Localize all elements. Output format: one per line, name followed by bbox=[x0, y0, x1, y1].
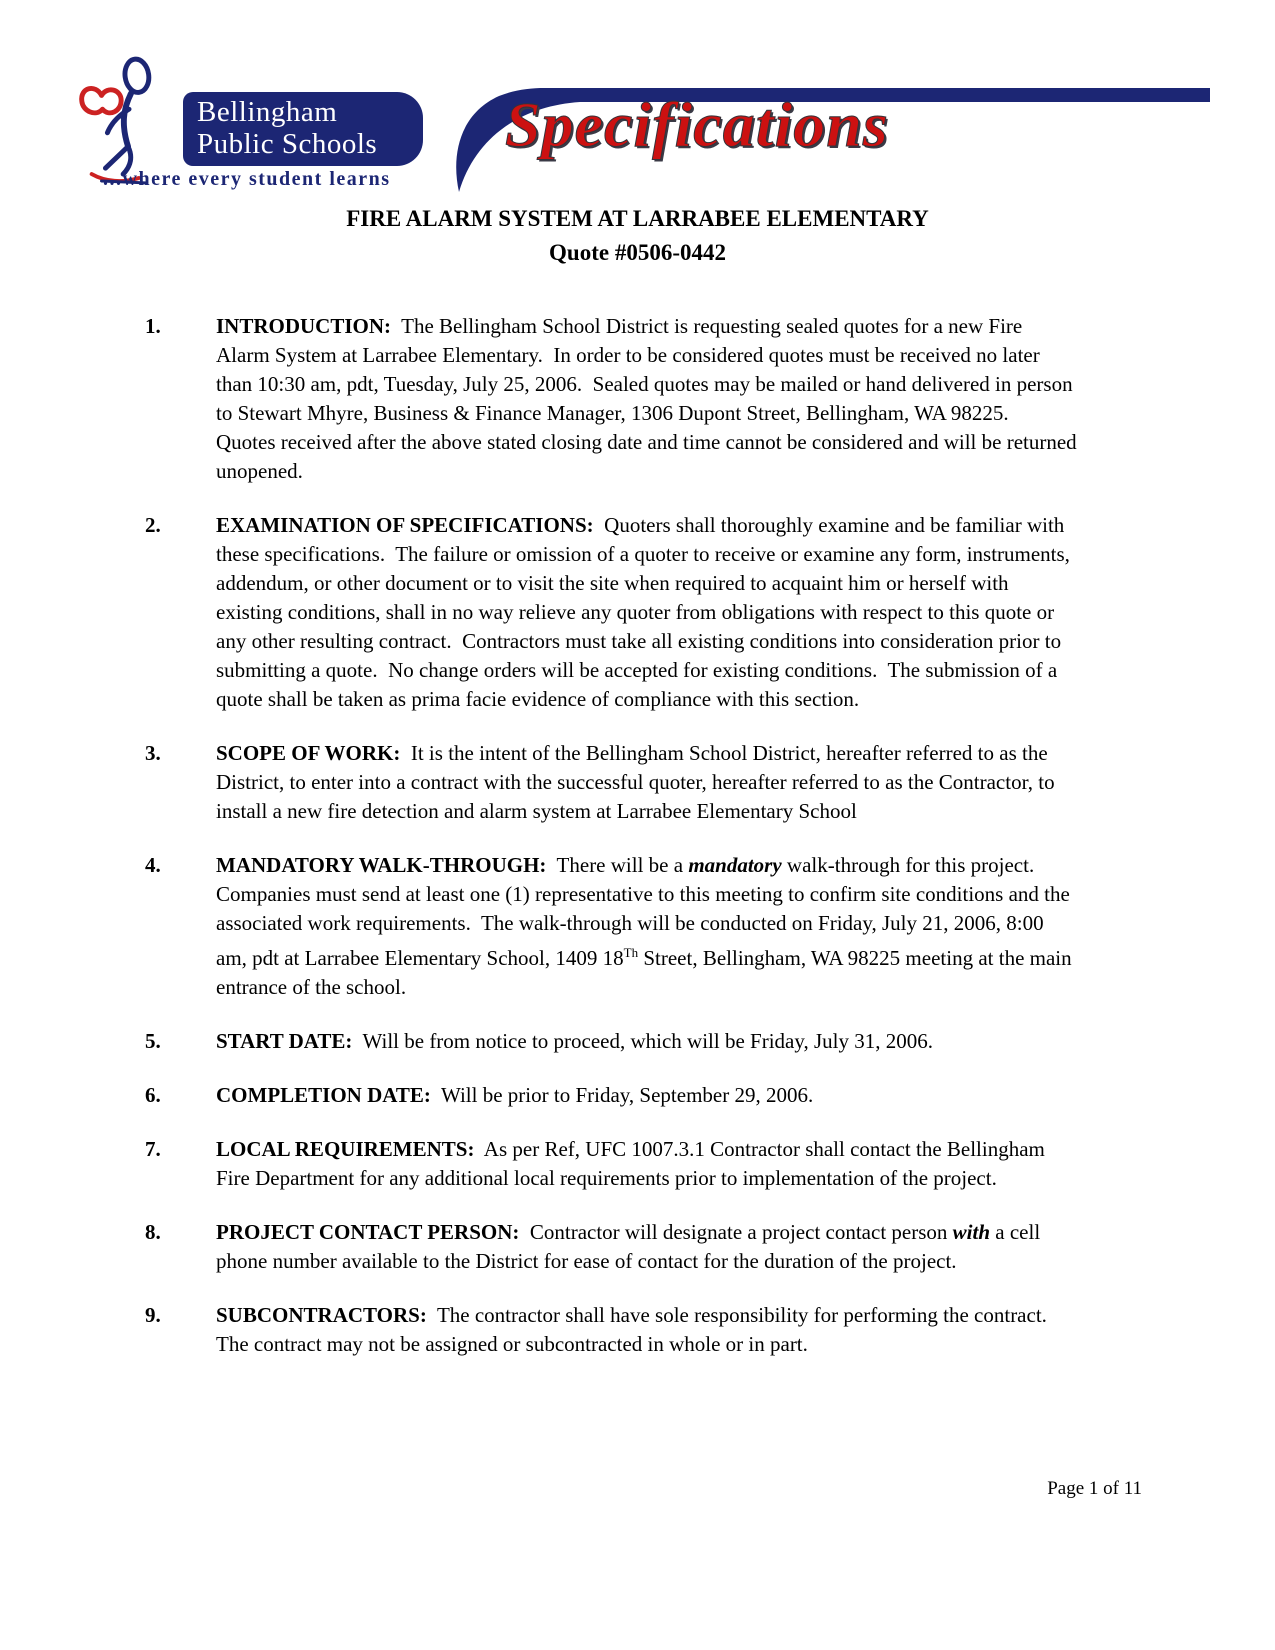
emphasized-text: mandatory bbox=[688, 853, 782, 877]
item-text bbox=[216, 1135, 1077, 1193]
spec-item-1 bbox=[145, 312, 1082, 486]
body-text: a cell phone number available to the District for ease of contact for the duration of the project. bbox=[216, 1220, 1046, 1273]
item-text bbox=[216, 739, 1077, 826]
item-number: 8. bbox=[145, 1220, 161, 1244]
superscript-text: Th bbox=[623, 945, 639, 960]
title-line1: FIRE ALARM SYSTEM AT LARRABEE ELEMENTARY bbox=[346, 206, 929, 231]
item-text bbox=[216, 511, 1077, 714]
item-text bbox=[216, 1027, 1077, 1056]
item-number: 7. bbox=[145, 1137, 161, 1161]
item-number: 5. bbox=[145, 1029, 161, 1053]
item-number: 6. bbox=[145, 1083, 161, 1107]
item-heading: PROJECT CONTACT PERSON: bbox=[216, 1220, 520, 1244]
item-number: 9. bbox=[145, 1303, 161, 1327]
body-text: The Bellingham School District is requesting sealed quotes for a new Fire Alarm System at Larrabee Elementary. In order to be considered quotes must be received no later than 10:30 am, pdt, Tuesday, July 25, 2006. Sealed quotes may be mailed or hand delivered in person to Stewart Mhyre, Business & Finance Manager, 1306 Dupont Street, Bellingham, WA 98225. Quotes received after the above stated closing date and time cannot be considered and will be returned unopened. bbox=[216, 314, 1082, 483]
item-heading: COMPLETION DATE: bbox=[216, 1083, 431, 1107]
item-text bbox=[216, 851, 1077, 1002]
spec-item-8 bbox=[145, 1218, 1077, 1276]
spec-item-9 bbox=[145, 1301, 1077, 1359]
body-text: walk-through for this project. Companies must send at least one (1) representative to this meeting to confirm site conditions and the associated work requirements. The walk-through will be conducted on Friday, July 21, 2006, 8:00 am, pdt at Larrabee Elementary School, 1409 18 bbox=[216, 853, 1076, 970]
item-heading: MANDATORY WALK-THROUGH: bbox=[216, 853, 547, 877]
spec-item-2 bbox=[145, 511, 1077, 714]
emphasized-text: with bbox=[952, 1220, 991, 1244]
page-number: Page 1 of 11 bbox=[1047, 1478, 1142, 1499]
item-heading: SUBCONTRACTORS: bbox=[216, 1303, 427, 1327]
item-number: 1. bbox=[145, 314, 161, 338]
item-text bbox=[216, 312, 1082, 486]
banner-title: Specifications bbox=[505, 89, 889, 160]
item-text bbox=[216, 1081, 1077, 1110]
title-line2: Quote #0506-0442 bbox=[549, 240, 726, 265]
body-text: As per Ref, UFC 1007.3.1 Contractor shall contact the Bellingham Fire Department for any additional local requirements prior to implementation of the project. bbox=[216, 1137, 1051, 1190]
spec-item-3 bbox=[145, 739, 1077, 826]
document-title bbox=[0, 202, 1275, 270]
item-heading: EXAMINATION OF SPECIFICATIONS: bbox=[216, 513, 594, 537]
body-text: The contractor shall have sole responsibility for performing the contract. The contract may not be assigned or subcontracted in whole or in part. bbox=[216, 1303, 1058, 1356]
item-number: 3. bbox=[145, 741, 161, 765]
body-text: Contractor will designate a project contact person bbox=[519, 1220, 953, 1244]
item-text bbox=[216, 1301, 1077, 1359]
item-number: 4. bbox=[145, 853, 161, 877]
body-text: Quoters shall thoroughly examine and be familiar with these specifications. The failure or omission of a quoter to receive or examine any form, instruments, addendum, or other document or to visit the site when required to acquaint him or herself with existing conditions, shall in no way relieve any quoter from obligations with respect to this quote or any other resulting contract. Contractors must take all existing conditions into consideration prior to submitting a quote. No change orders will be accepted for existing conditions. The submission of a quote shall be taken as prima facie evidence of compliance with this section. bbox=[216, 513, 1076, 711]
body-text: Will be prior to Friday, September 29, 2006. bbox=[430, 1083, 814, 1107]
item-heading: LOCAL REQUIREMENTS: bbox=[216, 1137, 475, 1161]
body-text: It is the intent of the Bellingham School District, hereafter referred to as the District, to enter into a contract with the successful quoter, hereafter referred to as the Contractor, to install a new fire detection and alarm system at Larrabee Elementary School bbox=[216, 741, 1060, 823]
spec-item-5 bbox=[145, 1027, 1077, 1056]
item-heading: START DATE: bbox=[216, 1029, 353, 1053]
item-heading: INTRODUCTION: bbox=[216, 314, 392, 338]
body-text: There will be a bbox=[546, 853, 689, 877]
district-tagline: ...where every student learns bbox=[103, 168, 391, 190]
spec-item-6 bbox=[145, 1081, 1077, 1110]
item-heading: SCOPE OF WORK: bbox=[216, 741, 401, 765]
spec-item-4 bbox=[145, 851, 1077, 1002]
item-text bbox=[216, 1218, 1077, 1276]
items-list bbox=[145, 312, 1082, 1384]
district-name-line1: Bellingham bbox=[197, 96, 338, 128]
district-name-line2: Public Schools bbox=[197, 128, 378, 160]
item-number: 2. bbox=[145, 513, 161, 537]
body-text: Street, Bellingham, WA 98225 meeting at the main entrance of the school. bbox=[216, 946, 1077, 999]
spec-item-7 bbox=[145, 1135, 1077, 1193]
district-logo bbox=[183, 92, 423, 166]
body-text: Will be from notice to proceed, which will be Friday, July 31, 2006. bbox=[352, 1029, 934, 1053]
